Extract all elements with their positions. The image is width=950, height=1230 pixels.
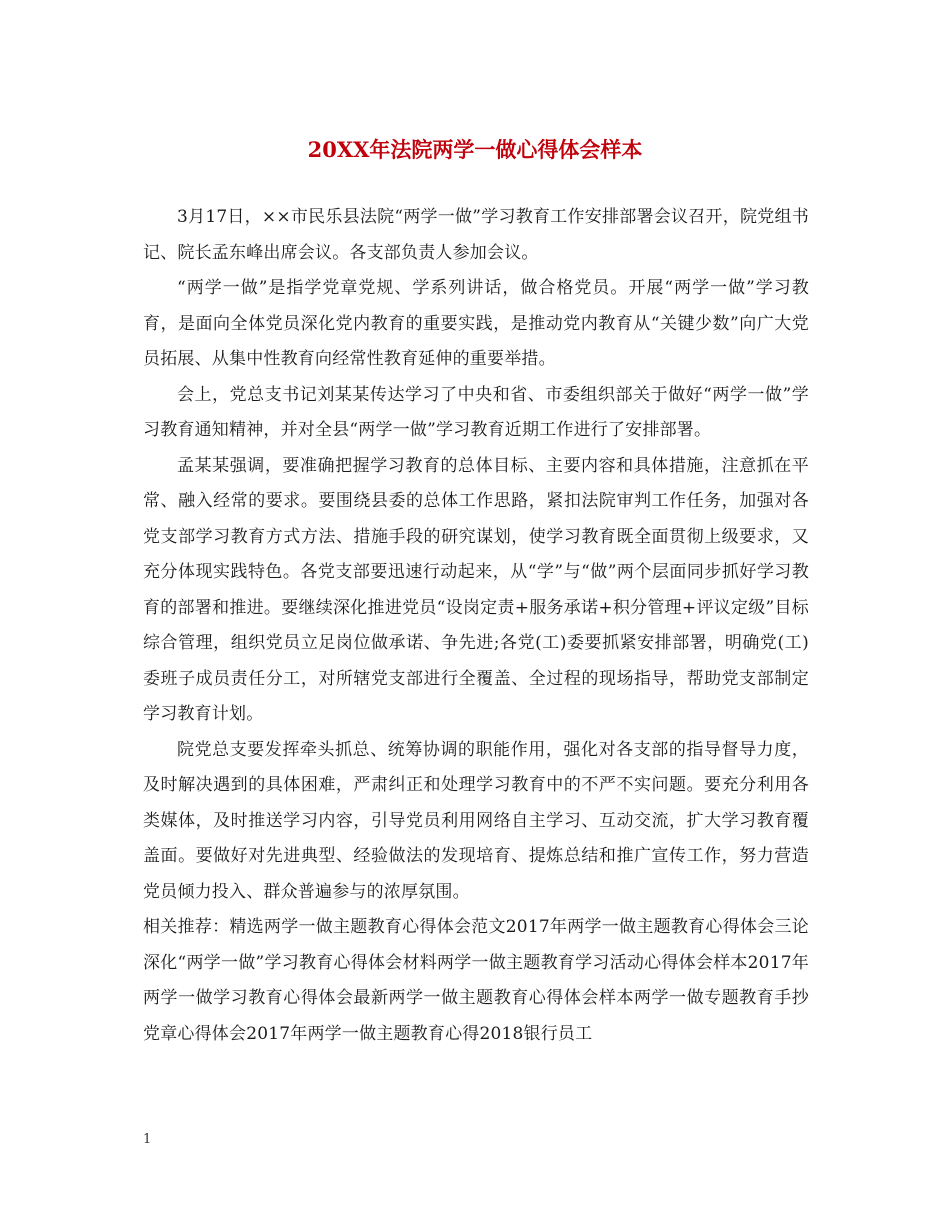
page-number: 1 — [143, 1132, 152, 1147]
document-title: 20XX年法院两学一做心得体会样本 — [307, 137, 643, 162]
paragraph-meeting-intro: 3月17日，××市民乐县法院“两学一做”学习教育工作安排部署会议召开，院党组书记、院长孟东峰出席会议。各支部负责人参加会议。 — [143, 207, 809, 263]
related-recommendations: 相关推荐：精选两学一做主题教育心得体会范文2017年两学一做主题教育心得体会三论深化“两学一做”学习教育心得体会材料两学一做主题教育学习活动心得体会样本2017年两学一做学习教育心得体会最新两学一做主题教育心得体会样本两学一做专题教育手抄党章心得体会2017年两学一做主题教育心得2018银行员工 — [143, 917, 809, 1044]
paragraph-definition: “两学一做”是指学党章党规、学系列讲话，做合格党员。开展“两学一做”学习教育，是面向全体党员深化党内教育的重要实践，是推动党内教育从“关键少数”向广大党员拓展、从集中性教育向经常性教育延伸的重要举措。 — [143, 278, 809, 369]
paragraph-general-branch: 院党总支要发挥牵头抓总、统筹协调的职能作用，强化对各支部的指导督导力度，及时解决遇到的具体困难，严肃纠正和处理学习教育中的不严不实问题。要充分利用各类媒体，及时推送学习内容，引导党员利用网络自主学习、互动交流，扩大学习教育覆盖面。要做好对先进典型、经验做法的发现培育、提炼总结和推广宣传工作，努力营造党员倾力投入、群众普遍参与的浓厚氛围。 — [143, 739, 809, 902]
paragraph-meeting-content: 会上，党总支书记刘某某传达学习了中央和省、市委组织部关于做好“两学一做”学习教育通知精神，并对全县“两学一做”学习教育近期工作进行了安排部署。 — [143, 384, 809, 440]
paragraph-requirements: 孟某某强调，要准确把握学习教育的总体目标、主要内容和具体措施，注意抓在平常、融入经常的要求。要围绕县委的总体工作思路，紧扣法院审判工作任务，加强对各党支部学习教育方式方法、措施手段的研究谋划，使学习教育既全面贯彻上级要求，又充分体现实践特色。各党支部要迅速行动起来，从“学”与“做”两个层面同步抓好学习教育的部署和推进。要继续深化推进党员“设岗定责+服务承诺+积分管理+评议定级”目标综合管理，组织党员立足岗位做承诺、争先进;各党(工)委要抓紧安排部署，明确党(工)委班子成员责任分工，对所辖党支部进行全覆盖、全过程的现场指导，帮助党支部制定学习教育计划。 — [143, 455, 809, 724]
document-body — [143, 200, 809, 1052]
